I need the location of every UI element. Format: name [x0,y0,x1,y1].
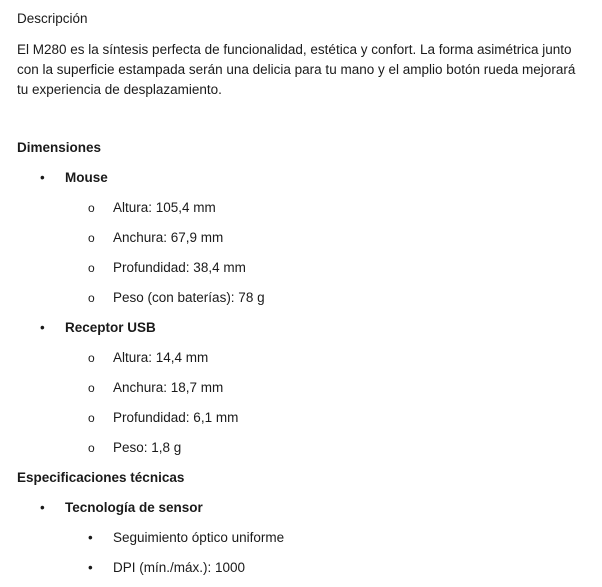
bullet-icon: • [40,170,45,185]
bullet-icon: • [40,320,45,335]
receiver-depth: Profundidad: 6,1 mm [113,410,239,425]
mouse-height: Altura: 105,4 mm [113,200,216,215]
receiver-height: Altura: 14,4 mm [113,350,209,365]
bullet-icon: • [40,500,45,515]
specs-title: Especificaciones técnicas [17,470,185,485]
mouse-width: Anchura: 67,9 mm [113,230,224,245]
receiver-weight: Peso: 1,8 g [113,440,182,455]
sensor-tracking: Seguimiento óptico uniforme [113,530,285,545]
circle-bullet-icon: o [88,201,95,215]
circle-bullet-icon: o [88,351,95,365]
description-heading: Descripción [17,11,88,26]
circle-bullet-icon: o [88,231,95,245]
receiver-width: Anchura: 18,7 mm [113,380,224,395]
circle-bullet-icon: o [88,261,95,275]
sensor-dpi: DPI (mín./máx.): 1000 [113,560,246,575]
circle-bullet-icon: o [88,381,95,395]
receiver-label: Receptor USB [65,320,156,335]
mouse-label: Mouse [65,170,108,185]
bullet-icon: • [88,530,93,545]
circle-bullet-icon: o [88,291,95,305]
sensor-label: Tecnología de sensor [65,500,203,515]
mouse-depth: Profundidad: 38,4 mm [113,260,246,275]
description-paragraph: El M280 es la síntesis perfecta de funcionalidad, estética y confort. La forma asimétrica junto con la superficie estampada serán una delicia para tu mano y el amplio botón rueda mejorará tu experiencia de desplazamiento. [17,42,576,97]
dimensions-title: Dimensiones [17,140,102,155]
circle-bullet-icon: o [88,411,95,425]
mouse-weight: Peso (con baterías): 78 g [113,290,265,305]
bullet-icon: • [88,560,93,575]
circle-bullet-icon: o [88,441,95,455]
